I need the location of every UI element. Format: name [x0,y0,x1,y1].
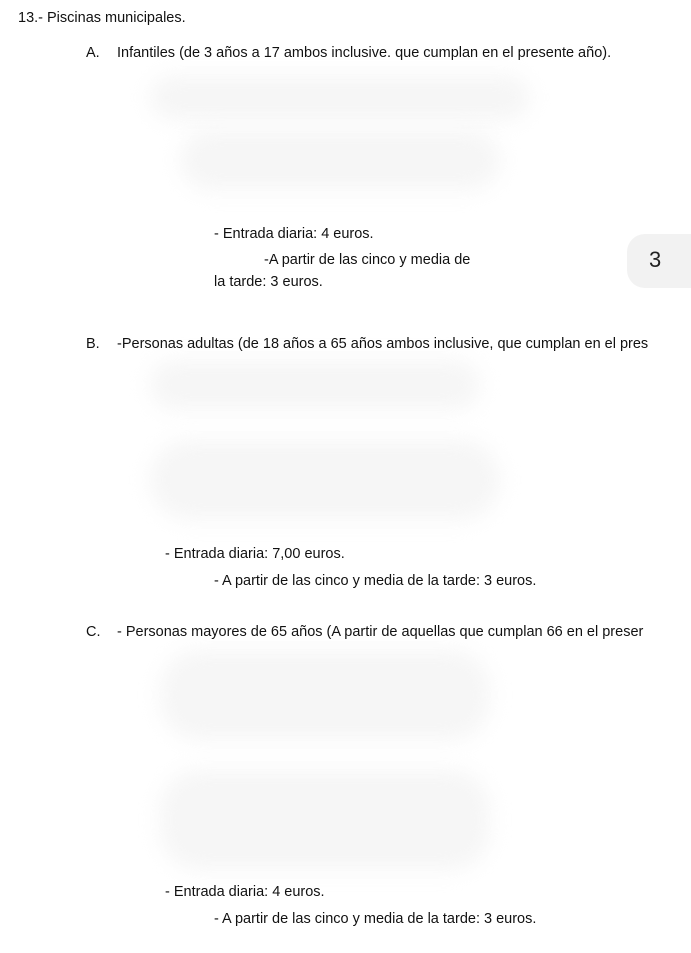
section-c-letter: C. [86,624,101,640]
page-number: 3 [649,247,662,272]
section-a-letter: A. [86,45,100,61]
section-a-line-2: -A partir de las cinco y media de [264,252,471,268]
section-b-title-row [86,335,648,353]
section-b-line-1: - Entrada diaria: 7,00 euros. [165,546,345,562]
section-c-line-2: - A partir de las cinco y media de la tarde: 3 euros. [214,911,537,927]
faded-area [150,360,480,410]
section-a-title-row [86,44,611,62]
faded-area [180,130,500,190]
section-a-line-1: - Entrada diaria: 4 euros. [214,226,374,242]
faded-area [160,650,490,740]
faded-area [150,440,500,520]
section-c-title: - Personas mayores de 65 años (A partir de aquellas que cumplan 66 en el preser [117,624,644,640]
section-c-title-row [86,623,643,641]
section-a-title: Infantiles (de 3 años a 17 ambos inclusive. que cumplan en el presente año). [117,45,612,61]
faded-area [160,770,490,870]
page-number-badge [627,234,691,288]
section-a-line-3: la tarde: 3 euros. [214,274,323,290]
section-b-letter: B. [86,336,100,352]
section-b-line-2: - A partir de las cinco y media de la tarde: 3 euros. [214,573,537,589]
document-heading: 13.- Piscinas municipales. [18,10,186,26]
section-c-line-1: - Entrada diaria: 4 euros. [165,884,325,900]
section-b-title: -Personas adultas (de 18 años a 65 años ambos inclusive, que cumplan en el pres [117,336,649,352]
faded-area [150,75,530,120]
